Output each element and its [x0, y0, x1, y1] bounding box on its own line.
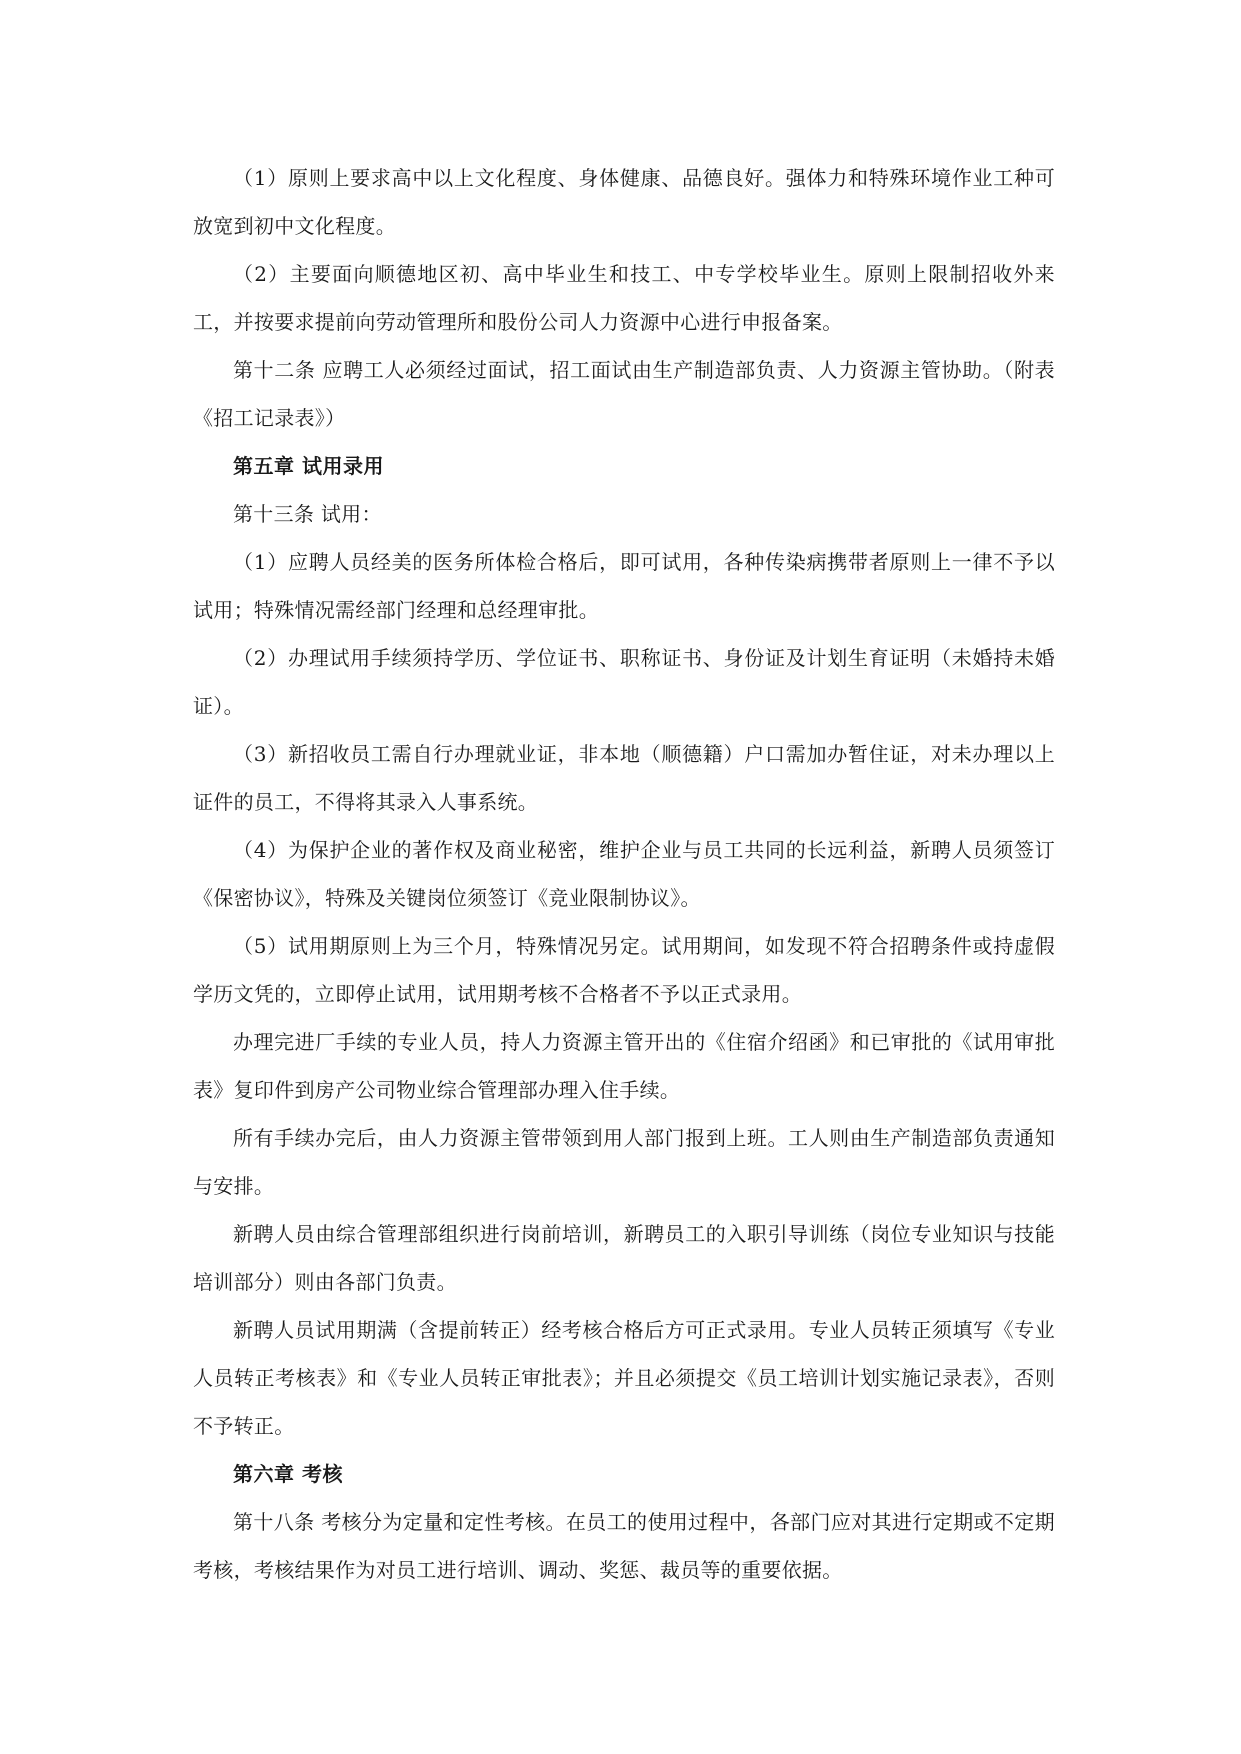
paragraph: （1）应聘人员经美的医务所体检合格后，即可试用，各种传染病携带者原则上一律不予以试用；特殊情况需经部门经理和总经理审批。 — [193, 550, 1055, 622]
paragraph: 办理完进厂手续的专业人员，持人力资源主管开出的《住宿介绍函》和已审批的《试用审批表》复印件到房产公司物业综合管理部办理入住手续。 — [193, 1030, 1055, 1102]
paragraph: （2）主要面向顺德地区初、高中毕业生和技工、中专学校毕业生。原则上限制招收外来工，并按要求提前向劳动管理所和股份公司人力资源中心进行申报备案。 — [193, 262, 1055, 334]
paragraph: （5）试用期原则上为三个月，特殊情况另定。试用期间，如发现不符合招聘条件或持虚假学历文凭的，立即停止试用，试用期考核不合格者不予以正式录用。 — [193, 934, 1055, 1006]
paragraph: 新聘人员由综合管理部组织进行岗前培训，新聘员工的入职引导训练（岗位专业知识与技能培训部分）则由各部门负责。 — [193, 1222, 1055, 1294]
chapter-heading: 第六章 考核 — [233, 1462, 343, 1486]
paragraph: 所有手续办完后，由人力资源主管带领到用人部门报到上班。工人则由生产制造部负责通知与安排。 — [193, 1126, 1055, 1198]
paragraph: 第十三条 试用： — [233, 502, 382, 526]
paragraph: （1）原则上要求高中以上文化程度、身体健康、品德良好。强体力和特殊环境作业工种可放宽到初中文化程度。 — [193, 166, 1055, 238]
paragraph: 第十二条 应聘工人必须经过面试，招工面试由生产制造部负责、人力资源主管协助。（附表《招工记录表》） — [193, 358, 1055, 430]
paragraph: 第十八条 考核分为定量和定性考核。在员工的使用过程中，各部门应对其进行定期或不定期考核，考核结果作为对员工进行培训、调动、奖惩、裁员等的重要依据。 — [193, 1510, 1055, 1582]
paragraph: （3）新招收员工需自行办理就业证，非本地（顺德籍）户口需加办暂住证，对未办理以上证件的员工，不得将其录入人事系统。 — [193, 742, 1055, 814]
chapter-heading: 第五章 试用录用 — [233, 454, 384, 478]
paragraph: （2）办理试用手续须持学历、学位证书、职称证书、身份证及计划生育证明（未婚持未婚证）。 — [193, 646, 1055, 718]
document-body — [193, 154, 1055, 1594]
paragraph: （4）为保护企业的著作权及商业秘密，维护企业与员工共同的长远利益，新聘人员须签订《保密协议》，特殊及关键岗位须签订《竞业限制协议》。 — [193, 838, 1055, 910]
paragraph: 新聘人员试用期满（含提前转正）经考核合格后方可正式录用。专业人员转正须填写《专业人员转正考核表》和《专业人员转正审批表》；并且必须提交《员工培训计划实施记录表》，否则不予转正。 — [193, 1318, 1055, 1438]
